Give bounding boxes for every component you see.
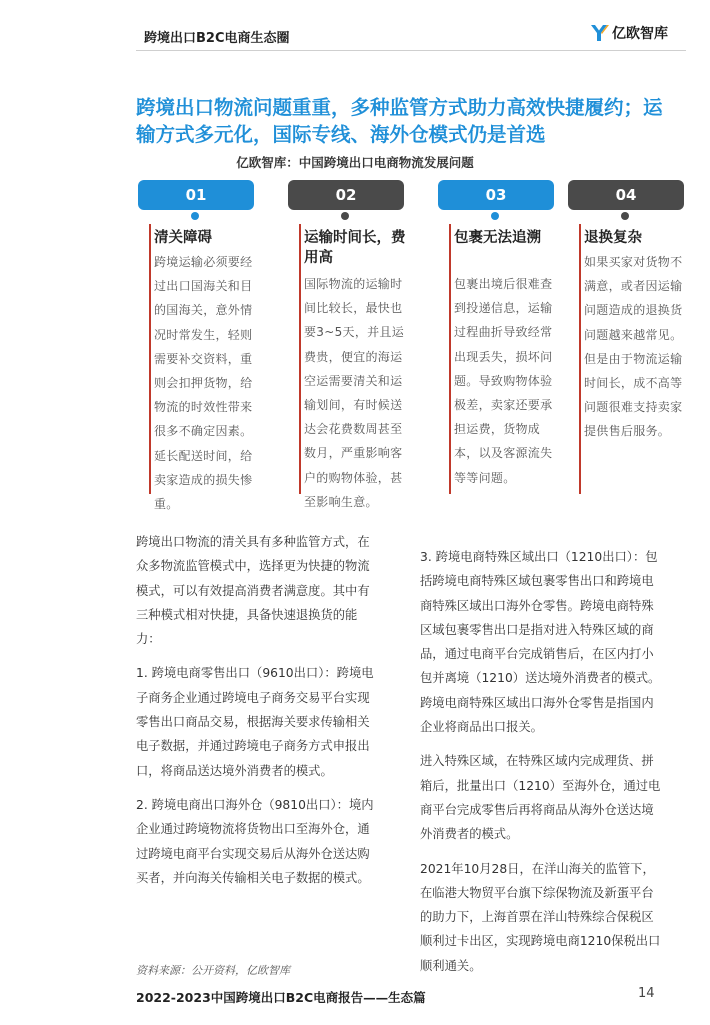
problem-card-04	[568, 180, 698, 439]
page-headline: 跨境出口物流问题重重，多种监管方式助力高效快捷履约；运输方式多元化，国际专线、海外仓模式仍是首选	[136, 96, 663, 146]
card-body: 包裹出境后很难查到投递信息，运输过程曲折导致经常出现丢失，损坏问题。导致购物体验极差，卖家还要承担运费，货物成本，以及客源流失等等问题。	[454, 277, 553, 485]
problem-card-02	[288, 180, 418, 509]
problem-card-03	[438, 180, 568, 485]
card-number: 03	[438, 180, 554, 210]
logo-icon	[588, 22, 610, 44]
card-dot	[491, 212, 499, 220]
card-timeline	[299, 224, 301, 494]
card-timeline	[579, 224, 581, 494]
logo-text: 亿欧智库	[612, 26, 668, 42]
card-dot	[191, 212, 199, 220]
card-number: 04	[568, 180, 684, 210]
paragraph: 1. 跨境电商零售出口（9610出口）：跨境电子商务企业通过跨境电子商务交易平台实现零售出口商品交易，根据海关要求传输相关电子数据，并通过跨境电子商务方式申报出口，将商品送达境外消费者的模式。	[136, 666, 374, 778]
card-dot	[341, 212, 349, 220]
card-number: 01	[138, 180, 254, 210]
right-text-column	[420, 545, 664, 988]
card-title: 包裹无法追溯	[454, 230, 541, 246]
card-dot	[621, 212, 629, 220]
source-note: 资料来源：公开资料，亿欧智库	[136, 964, 290, 977]
card-title: 退换复杂	[584, 230, 642, 246]
header-divider	[136, 50, 686, 51]
paragraph: 进入特殊区域，在特殊区域内完成理货、拼箱后，批量出口（1210）至海外仓，通过电商平台完成零售后再将商品从海外仓送达境外消费者的模式。	[420, 754, 661, 842]
paragraph: 跨境出口物流的清关具有多种监管方式，在众多物流监管模式中，选择更为快捷的物流模式，可以有效提高消费者满意度。其中有三种模式相对快捷，具备快速退换货的能力：	[136, 535, 370, 647]
brand-logo	[588, 22, 668, 44]
card-number: 02	[288, 180, 404, 210]
paragraph: 2. 跨境电商出口海外仓（9810出口）：境内企业通过跨境物流将货物出口至海外仓，通过跨境电商平台实现交易后从海外仓送达购买者，并向海关传输相关电子数据的模式。	[136, 797, 374, 885]
page-number: 14	[638, 986, 655, 1001]
card-body: 如果买家对货物不满意，或者因运输问题造成的退换货问题越来越常见。但是由于物流运输时间长，成不高等问题很难支持卖家提供售后服务。	[584, 255, 683, 439]
card-timeline	[149, 224, 151, 494]
footer-title: 2022-2023中国跨境出口B2C电商报告——生态篇	[136, 990, 426, 1005]
paragraph: 2021年10月28日，在洋山海关的监管下，在临港大物贸平台旗下综保物流及新蛋平台的助力下，上海首票在洋山特殊综合保税区顺利过卡出区，实现跨境电商1210保税出口顺利通关。	[420, 861, 661, 973]
header-title: 跨境出口B2C电商生态圈	[144, 31, 290, 46]
card-body: 跨境运输必须要经过出口国海关和目的国海关，意外情况时常发生，轻则需要补交资料，重则会扣押货物，给物流的时效性带来很多不确定因素。延长配送时间，给卖家造成的损失惨重。	[154, 255, 253, 512]
card-title: 运输时间长，费用高	[304, 230, 406, 266]
paragraph: 3. 跨境电商特殊区域出口（1210出口）：包括跨境电商特殊区域包裹零售出口和跨境电商特殊区域出口海外仓零售。跨境电商特殊区域包裹零售出口是指对进入特殊区域的商品，通过电商平台完成销售后，在区内打小包并离境（1210）送达境外消费者的模式。跨境电商特殊区域出口海外仓零售是指国内企业将商品出口报关。	[420, 550, 661, 735]
left-text-column	[136, 530, 380, 900]
problem-card-01	[138, 180, 268, 512]
card-title: 清关障碍	[154, 230, 212, 246]
card-timeline	[449, 224, 451, 494]
card-body: 国际物流的运输时间比较长，最快也要3~5天，并且运费贵，便宜的海运空运需要清关和运输划间，有时候送达会花费数周甚至数月，严重影响客户的购物体验，甚至影响生意。	[304, 277, 405, 509]
figure-subtitle: 亿欧智库：中国跨境出口电商物流发展问题	[236, 155, 474, 170]
